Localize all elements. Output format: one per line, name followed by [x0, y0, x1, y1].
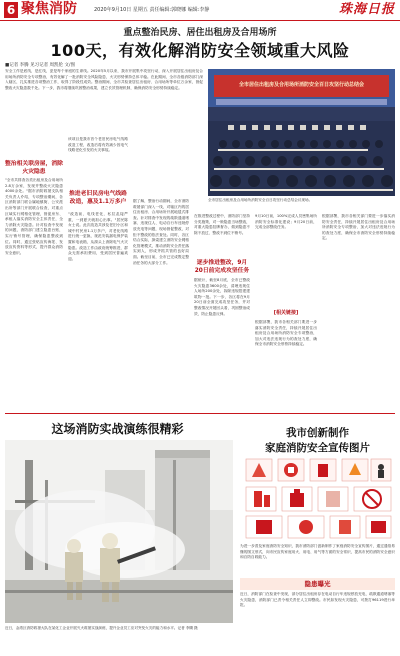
headline-title: 100天，有效化解消防安全领域重大风险	[50, 41, 350, 60]
conference-photo	[208, 69, 395, 196]
article-column-4b: 据统计，截至8月底，全市已整改火灾隐患3600余处，清理违规住人场所200余处，拆除违规搭建建筑物一批。下一步，各区将在9月20日前全面完成攻坚任务，并对整改情况开展回头看，巩固整治成效，防止隐患反弹。	[194, 278, 250, 316]
drill-photo-art	[5, 440, 233, 623]
subhead-3: 逐步推进整改，9月20日前完成攻坚任务	[194, 260, 250, 274]
drill-photo	[5, 440, 233, 623]
screen-banner-text: 全市居住出租房及合用场所消防安全百日攻坚行动总结会	[238, 82, 364, 88]
conference-photo-caption: 全市居住出租房及合用场所消防安全百日攻坚行动总结会议现场。	[208, 198, 313, 202]
related-link-heading: [相关链接]	[273, 310, 299, 316]
article-column-1: "全市共排查各类出租房及合用场所2.8万余家，发现并整改火灾隐患4000余处。"据市消防救援支队相关负责人介绍，专项整治期间，各区消防部门联合属地镇街、公安派出所等部门开展联合检查，对重点区域实行网格化管理，督促房东、承租人落实消防安全主体责任，全力消除火灾隐患。针对检查中发现的问题，消防部门建立隐患台账，实行销号管理，确保隐患整改到位。同时，通过张贴宣传海报、发放宣传资料等形式，提升群众消防安全意识。	[5, 178, 63, 255]
byline: ■记者 李腾 见习记者 周凯伦 文/图	[5, 63, 75, 68]
poster-row-3	[246, 516, 391, 538]
article-column-2: 该项目是我市首个老旧民房电气线路改造工程，改造后将有效减少因电气线路老化引发的火灾事故。	[68, 137, 128, 153]
article-column-5b: 根据部署，我市各相关部门要进一步落实消防安全责任，持续开展居住出租房及合用场所消防安全专项整治，加大对违法违规行为的查处力度，确保全市消防安全形势持续稳定。	[255, 320, 317, 347]
conference-photo-art	[208, 69, 395, 196]
safety-poster-art	[240, 455, 395, 542]
article-column-2b: "改造前，电线老化，私拉乱接严重，一到夏天就担心出事。"居民陈女士说。此次改造共涉及老旧小区和城中村民房1.1万多户，对老化线路进行统一更换，规范安装漏电保护装置和电表箱，从源头上消除电气火灾隐患。改造工作由政府统筹推进，群众无需承担费用，受到居民普遍欢迎。	[68, 212, 128, 261]
headline-kicker: 重点整治民房、居住出租房及合用场所	[123, 28, 277, 38]
poster-title-line-2: 家庭消防安全宣传图片	[265, 442, 370, 454]
subhead-1: 整治相关联房屋，消除火灾隐患	[5, 161, 63, 175]
poster-row-2	[246, 487, 391, 511]
safety-poster-graphic	[240, 455, 395, 542]
poster-article-text: 为进一步普及家庭消防安全知识，我市消防部门创新制作了家庭消防安全宣传图片，通过通俗易懂的图文形式，向市民宣传家庭用火、用电、用气等方面的安全常识，提高市民的消防安全意识和自防自救能力。	[240, 544, 395, 560]
section-divider	[5, 413, 395, 414]
poster-title-line-1: 我市创新制作	[286, 427, 349, 439]
hazard-exposure-title: 隐患曝光	[240, 578, 395, 590]
newspaper-logo: 珠海日报	[338, 2, 395, 17]
drill-photo-caption: 近日，金湾区消防救援大队在某化工企业开展灭火救援实战演练，提升企业员工应对突发火灾的能力和水平。记者 李腾 摄	[5, 626, 198, 630]
drill-section-title: 这场消防实战演练很精彩	[51, 422, 184, 436]
article-column-3: 据了解，整治行动期间，全市消防救援部门深入一线，对辖区内的居住出租房、合用场所开展地毯式排查。针对排查中发现的疏散通道堵塞、违规住人、电动自行车违规停放充电等问题，现场督促整改，对拒不整改的依法查处。同时，各区结合实际，探索建立消防安全网格化管理模式，推动消防安全责任落实到人，形成齐抓共管的良好局面。截至目前，全市已完成既定整治任务的大部分工作。	[133, 199, 189, 265]
page-header	[0, 0, 400, 21]
section-title: 聚焦消防	[21, 1, 77, 17]
subhead-2: 推进老旧民房电气线路改造，惠及1.1万多户	[69, 191, 127, 205]
article-column-5: 9月10日前，100%完成人员密集场所消防安全标准化建设；9月20日前，完成全部整改任务。	[255, 214, 317, 230]
page-number: 6	[4, 2, 18, 18]
lede-paragraph: 安全工作是底线，是红线，更是每个家庭的生命线。2020年5月以来，我市开展集中攻坚行动，深入开展居住出租房及合用场所消防安全专项整治，有效化解了一批消防安全风险隐患，火灾形势保持总体平稳。在此期间，全市各级消防部门深入辖区，扎实推进各项整治工作，取得了阶段性成效。整治期间，全市共检查居住出租房、合用场所等单位万余家，督促整改火灾隐患数千处。下一步，我市将继续巩固整治成果，建立长效管理机制，确保消防安全形势持续稳定。	[5, 69, 203, 90]
hazard-exposure-text: 近日，消防部门在检查中发现，部分居住出租房存在电动自行车违规停放充电、疏散通道堵塞等火灾隐患，消防部门已责令相关责任人立即整改。市民如发现火灾隐患，可拨打96119进行举报。	[240, 592, 395, 608]
article-column-6: 根据部署，我市各相关部门要进一步落实消防安全责任，持续开展居住出租房及合用场所消防安全专项整治，加大对违法违规行为的查处力度，确保全市消防安全形势持续稳定。	[322, 214, 395, 241]
article-column-4: 在推进整改过程中，消防部门坚持分类施策，对一般隐患当场整改，对重大隐患挂牌督办，做到隐患不除不放过、整改不到位不销号。	[194, 214, 250, 235]
issue-meta: 2020年9月10日 星期五 责任编辑:郭晓娜 编辑:李静	[94, 7, 210, 13]
